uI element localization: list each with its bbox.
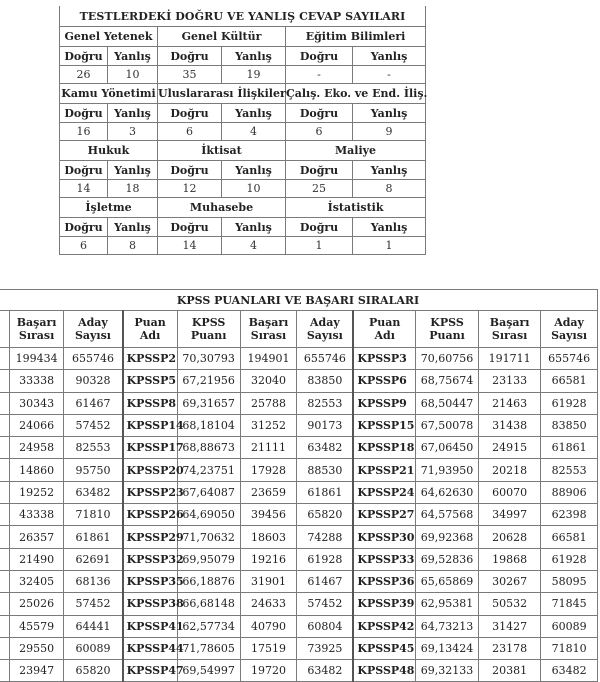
kpss-puani-header-line2: Puanı — [429, 329, 465, 342]
cut-cell — [0, 414, 9, 436]
basari-sirasi: 31438 — [479, 414, 541, 436]
subject-name: İşletme — [60, 198, 158, 218]
col-dogru-label: Doğru — [158, 104, 222, 123]
kpss-puani: 69,13424 — [415, 637, 478, 659]
yanlis-count: 10 — [108, 66, 158, 84]
kpss-row — [0, 526, 598, 548]
basari-sirasi: 32405 — [9, 570, 63, 592]
basari-sirasi: 17928 — [240, 459, 297, 481]
col-yanlis-label: Yanlış — [353, 47, 426, 66]
aday-sayisi: 63482 — [297, 660, 354, 682]
basari-sirasi: 24066 — [9, 414, 63, 436]
aday-sayisi: 61861 — [64, 526, 123, 548]
answer-counts-title: TESTLERDEKİ DOĞRU VE YANLIŞ CEVAP SAYILARI — [60, 6, 426, 27]
basari-sirasi: 30343 — [9, 392, 63, 414]
yanlis-count: 4 — [222, 237, 286, 255]
cut-cell — [0, 637, 9, 659]
aday-header-line1: Aday — [78, 316, 108, 329]
aday-header-line2: Sayısı — [74, 329, 111, 342]
kpss-puani: 67,50078 — [415, 414, 478, 436]
answer-count-row — [60, 180, 426, 198]
subject-name: Muhasebe — [158, 198, 286, 218]
puan-adi: KPSSP21 — [353, 459, 415, 481]
puan-adi: KPSSP48 — [353, 660, 415, 682]
puan-adi: KPSSP45 — [353, 637, 415, 659]
col-yanlis-label: Yanlış — [108, 218, 158, 237]
dogru-count: 12 — [158, 180, 222, 198]
basari-header-line2: Sırası — [250, 329, 287, 342]
puan-adi-header-line1: Puan — [134, 316, 166, 329]
aday-sayisi: 66581 — [541, 526, 598, 548]
kpss-puani: 62,95381 — [415, 593, 478, 615]
basari-sirasi: 43338 — [9, 504, 63, 526]
subject-row — [60, 84, 426, 104]
cut-cell — [0, 392, 9, 414]
kpss-puani: 70,60756 — [415, 348, 478, 370]
basari-sirasi: 23947 — [9, 660, 63, 682]
aday-sayisi: 58095 — [541, 570, 598, 592]
puan-adi: KPSSP33 — [353, 548, 415, 570]
basari-sirasi: 39456 — [240, 504, 297, 526]
yanlis-count: 8 — [353, 180, 426, 198]
basari-header-line1: Başarı — [16, 316, 57, 329]
basari-sirasi: 21463 — [479, 392, 541, 414]
col-dogru-label: Doğru — [286, 47, 353, 66]
dogru-count: - — [286, 66, 353, 84]
basari-sirasi: 191711 — [479, 348, 541, 370]
puan-adi: KPSSP9 — [353, 392, 415, 414]
aday-sayisi: 66581 — [541, 370, 598, 392]
basari-header-line1: Başarı — [489, 316, 530, 329]
subject-row — [60, 141, 426, 161]
kpss-row — [0, 548, 598, 570]
aday-sayisi: 82553 — [541, 459, 598, 481]
col-yanlis-label: Yanlış — [108, 161, 158, 180]
cut-cell — [0, 593, 9, 615]
aday-sayisi: 60089 — [541, 615, 598, 637]
basari-sirasi: 25026 — [9, 593, 63, 615]
aday-sayisi: 62398 — [541, 504, 598, 526]
kpss-header-row — [0, 311, 598, 348]
col-dogru-label: Doğru — [286, 104, 353, 123]
kpss-puani: 66,18876 — [177, 570, 240, 592]
basari-sirasi: 23133 — [479, 370, 541, 392]
puan-adi: KPSSP20 — [123, 459, 177, 481]
kpss-puani: 71,93950 — [415, 459, 478, 481]
dogru-count: 6 — [60, 237, 108, 255]
answer-counts-table — [59, 6, 426, 255]
kpss-row — [0, 504, 598, 526]
subject-name: Kamu Yönetimi — [60, 84, 158, 104]
puan-adi: KPSSP29 — [123, 526, 177, 548]
puan-adi: KPSSP35 — [123, 570, 177, 592]
kpss-puani: 62,57734 — [177, 615, 240, 637]
answer-count-row — [60, 66, 426, 84]
basari-sirasi: 19720 — [240, 660, 297, 682]
basari-sirasi: 34997 — [479, 504, 541, 526]
col-yanlis-label: Yanlış — [222, 161, 286, 180]
aday-sayisi: 74288 — [297, 526, 354, 548]
kpss-row — [0, 459, 598, 481]
aday-header-line1: Aday — [309, 316, 340, 329]
aday-header — [297, 311, 354, 348]
basari-sirasi: 26357 — [9, 526, 63, 548]
puan-adi: KPSSP26 — [123, 504, 177, 526]
aday-sayisi: 61467 — [297, 570, 354, 592]
basari-sirasi: 31901 — [240, 570, 297, 592]
basari-header — [9, 311, 63, 348]
kpss-puani: 67,64087 — [177, 481, 240, 503]
basari-header-line2: Sırası — [491, 329, 528, 342]
aday-sayisi: 68136 — [64, 570, 123, 592]
kpss-puani: 70,30793 — [177, 348, 240, 370]
aday-header-line2: Sayısı — [306, 329, 343, 342]
basari-sirasi: 30267 — [479, 570, 541, 592]
subject-name: Eğitim Bilimleri — [286, 27, 426, 47]
kpss-body — [0, 348, 598, 682]
kpss-puani: 67,21956 — [177, 370, 240, 392]
col-yanlis-label: Yanlış — [222, 104, 286, 123]
aday-sayisi: 65820 — [64, 660, 123, 682]
kpss-puani-header-line1: KPSS — [191, 316, 226, 329]
basari-sirasi: 19216 — [240, 548, 297, 570]
basari-sirasi: 25788 — [240, 392, 297, 414]
dogru-count: 26 — [60, 66, 108, 84]
puan-adi: KPSSP2 — [123, 348, 177, 370]
kpss-title-row — [0, 290, 598, 311]
cut-cell — [0, 459, 9, 481]
kpss-row — [0, 570, 598, 592]
cut-cell — [0, 504, 9, 526]
basari-sirasi: 50532 — [479, 593, 541, 615]
cut-cell — [0, 481, 9, 503]
basari-sirasi: 32040 — [240, 370, 297, 392]
col-yanlis-label: Yanlış — [222, 218, 286, 237]
puan-adi-header — [353, 311, 415, 348]
aday-sayisi: 71810 — [541, 637, 598, 659]
basari-sirasi: 18603 — [240, 526, 297, 548]
yanlis-count: 1 — [353, 237, 426, 255]
puan-adi-header-line2: Adı — [139, 329, 161, 342]
kpss-puani-header-line2: Puanı — [190, 329, 227, 342]
kpss-title: KPSS PUANLARI VE BAŞARI SIRALARI — [0, 290, 598, 311]
basari-sirasi: 14860 — [9, 459, 63, 481]
col-yanlis-label: Yanlış — [353, 104, 426, 123]
kpss-puani: 68,75674 — [415, 370, 478, 392]
basari-sirasi: 29550 — [9, 637, 63, 659]
col-dogru-label: Doğru — [158, 161, 222, 180]
cut-cell — [0, 570, 9, 592]
aday-sayisi: 65820 — [297, 504, 354, 526]
aday-sayisi: 60089 — [64, 637, 123, 659]
basari-sirasi: 45579 — [9, 615, 63, 637]
aday-header-line1: Aday — [554, 316, 584, 329]
kpss-row — [0, 414, 598, 436]
kpss-puani: 66,68148 — [177, 593, 240, 615]
aday-sayisi: 71810 — [64, 504, 123, 526]
kpss-row — [0, 392, 598, 414]
aday-sayisi: 83850 — [297, 370, 354, 392]
subject-name: İktisat — [158, 141, 286, 161]
subject-name: Maliye — [286, 141, 426, 161]
subject-name: Uluslararası İlişkiler — [158, 84, 286, 104]
basari-sirasi: 23178 — [479, 637, 541, 659]
answer-type-row — [60, 218, 426, 237]
puan-adi: KPSSP8 — [123, 392, 177, 414]
puan-adi: KPSSP47 — [123, 660, 177, 682]
aday-sayisi: 82553 — [297, 392, 354, 414]
kpss-puani: 68,88673 — [177, 437, 240, 459]
col-dogru-label: Doğru — [60, 104, 108, 123]
answer-counts-title-row — [60, 6, 426, 27]
basari-sirasi: 24958 — [9, 437, 63, 459]
col-yanlis-label: Yanlış — [108, 47, 158, 66]
col-dogru-label: Doğru — [60, 47, 108, 66]
dogru-count: 35 — [158, 66, 222, 84]
aday-sayisi: 61928 — [541, 548, 598, 570]
dogru-count: 14 — [158, 237, 222, 255]
cut-cell — [0, 348, 9, 370]
basari-sirasi: 17519 — [240, 637, 297, 659]
puan-adi: KPSSP5 — [123, 370, 177, 392]
yanlis-count: 18 — [108, 180, 158, 198]
col-yanlis-label: Yanlış — [353, 161, 426, 180]
col-dogru-label: Doğru — [286, 161, 353, 180]
subject-name: Genel Yetenek — [60, 27, 158, 47]
puan-adi: KPSSP39 — [353, 593, 415, 615]
col-dogru-label: Doğru — [60, 218, 108, 237]
aday-sayisi: 90173 — [297, 414, 354, 436]
answer-count-row — [60, 123, 426, 141]
aday-sayisi: 82553 — [64, 437, 123, 459]
aday-sayisi: 63482 — [64, 481, 123, 503]
kpss-puani: 64,57568 — [415, 504, 478, 526]
aday-sayisi: 655746 — [64, 348, 123, 370]
kpss-puani: 71,70632 — [177, 526, 240, 548]
kpss-row — [0, 437, 598, 459]
col-dogru-label: Doğru — [158, 47, 222, 66]
basari-sirasi: 20628 — [479, 526, 541, 548]
aday-header — [64, 311, 123, 348]
basari-header-line1: Başarı — [248, 316, 289, 329]
aday-sayisi: 61928 — [541, 392, 598, 414]
kpss-puani-header — [177, 311, 240, 348]
col-yanlis-label: Yanlış — [353, 218, 426, 237]
kpss-puani: 69,54997 — [177, 660, 240, 682]
basari-sirasi: 31427 — [479, 615, 541, 637]
aday-sayisi: 71845 — [541, 593, 598, 615]
puan-adi: KPSSP23 — [123, 481, 177, 503]
yanlis-count: 4 — [222, 123, 286, 141]
puan-adi: KPSSP32 — [123, 548, 177, 570]
yanlis-count: - — [353, 66, 426, 84]
cut-cell — [0, 615, 9, 637]
kpss-puani: 67,06450 — [415, 437, 478, 459]
puan-adi: KPSSP41 — [123, 615, 177, 637]
aday-sayisi: 57452 — [64, 414, 123, 436]
basari-sirasi: 60070 — [479, 481, 541, 503]
yanlis-count: 10 — [222, 180, 286, 198]
basari-sirasi: 21490 — [9, 548, 63, 570]
aday-sayisi: 655746 — [541, 348, 598, 370]
basari-sirasi: 199434 — [9, 348, 63, 370]
kpss-puani: 64,69050 — [177, 504, 240, 526]
puan-adi-header — [123, 311, 177, 348]
basari-sirasi: 20381 — [479, 660, 541, 682]
kpss-scores-table — [0, 289, 598, 682]
cut-cell — [0, 437, 9, 459]
kpss-puani: 64,73213 — [415, 615, 478, 637]
puan-adi: KPSSP3 — [353, 348, 415, 370]
cut-cell — [0, 526, 9, 548]
aday-sayisi: 64441 — [64, 615, 123, 637]
aday-sayisi: 63482 — [297, 437, 354, 459]
puan-adi-header-line2: Adı — [374, 329, 395, 342]
kpss-puani-header — [415, 311, 478, 348]
basari-sirasi: 194901 — [240, 348, 297, 370]
subject-name: İstatistik — [286, 198, 426, 218]
puan-adi: KPSSP44 — [123, 637, 177, 659]
yanlis-count: 9 — [353, 123, 426, 141]
kpss-puani: 68,50447 — [415, 392, 478, 414]
kpss-row — [0, 637, 598, 659]
basari-sirasi: 23659 — [240, 481, 297, 503]
basari-sirasi: 19868 — [479, 548, 541, 570]
answer-counts-body — [60, 27, 426, 255]
puan-adi: KPSSP38 — [123, 593, 177, 615]
kpss-row — [0, 615, 598, 637]
aday-sayisi: 61467 — [64, 392, 123, 414]
aday-sayisi: 83850 — [541, 414, 598, 436]
basari-sirasi: 33338 — [9, 370, 63, 392]
aday-sayisi: 95750 — [64, 459, 123, 481]
kpss-puani: 71,78605 — [177, 637, 240, 659]
aday-header-line2: Sayısı — [551, 329, 588, 342]
col-dogru-label: Doğru — [286, 218, 353, 237]
aday-sayisi: 60804 — [297, 615, 354, 637]
subject-row — [60, 198, 426, 218]
dogru-count: 25 — [286, 180, 353, 198]
subject-name: Çalış. Eko. ve End. İliş. — [286, 84, 426, 104]
puan-adi: KPSSP24 — [353, 481, 415, 503]
puan-adi: KPSSP15 — [353, 414, 415, 436]
kpss-row — [0, 593, 598, 615]
puan-adi: KPSSP14 — [123, 414, 177, 436]
puan-adi: KPSSP36 — [353, 570, 415, 592]
subject-name: Hukuk — [60, 141, 158, 161]
aday-sayisi: 88530 — [297, 459, 354, 481]
cut-cell — [0, 548, 9, 570]
answer-type-row — [60, 161, 426, 180]
kpss-puani: 69,32133 — [415, 660, 478, 682]
aday-header — [541, 311, 598, 348]
dogru-count: 6 — [158, 123, 222, 141]
puan-adi: KPSSP18 — [353, 437, 415, 459]
basari-header-line2: Sırası — [18, 329, 55, 342]
aday-sayisi: 90328 — [64, 370, 123, 392]
yanlis-count: 19 — [222, 66, 286, 84]
basari-sirasi: 20218 — [479, 459, 541, 481]
yanlis-count: 3 — [108, 123, 158, 141]
dogru-count: 16 — [60, 123, 108, 141]
kpss-row — [0, 660, 598, 682]
col-yanlis-label: Yanlış — [108, 104, 158, 123]
kpss-row — [0, 370, 598, 392]
puan-adi: KPSSP42 — [353, 615, 415, 637]
answer-count-row — [60, 237, 426, 255]
kpss-puani: 69,95079 — [177, 548, 240, 570]
col-yanlis-label: Yanlış — [222, 47, 286, 66]
kpss-puani: 64,62630 — [415, 481, 478, 503]
answer-type-row — [60, 47, 426, 66]
aday-sayisi: 655746 — [297, 348, 354, 370]
puan-adi: KPSSP6 — [353, 370, 415, 392]
answer-type-row — [60, 104, 426, 123]
puan-adi: KPSSP27 — [353, 504, 415, 526]
aday-sayisi: 62691 — [64, 548, 123, 570]
aday-sayisi: 63482 — [541, 660, 598, 682]
puan-adi: KPSSP17 — [123, 437, 177, 459]
puan-adi: KPSSP30 — [353, 526, 415, 548]
basari-sirasi: 24915 — [479, 437, 541, 459]
aday-sayisi: 57452 — [297, 593, 354, 615]
basari-sirasi: 31252 — [240, 414, 297, 436]
aday-sayisi: 57452 — [64, 593, 123, 615]
cut-cell — [0, 660, 9, 682]
aday-sayisi: 61928 — [297, 548, 354, 570]
basari-sirasi: 21111 — [240, 437, 297, 459]
kpss-puani: 74,23751 — [177, 459, 240, 481]
col-dogru-label: Doğru — [158, 218, 222, 237]
aday-sayisi: 88906 — [541, 481, 598, 503]
kpss-puani: 68,18104 — [177, 414, 240, 436]
aday-sayisi: 73925 — [297, 637, 354, 659]
kpss-puani: 69,31657 — [177, 392, 240, 414]
basari-sirasi: 19252 — [9, 481, 63, 503]
cut-cell — [0, 370, 9, 392]
basari-sirasi: 24633 — [240, 593, 297, 615]
basari-header — [479, 311, 541, 348]
kpss-puani: 69,92368 — [415, 526, 478, 548]
col-dogru-label: Doğru — [60, 161, 108, 180]
yanlis-count: 8 — [108, 237, 158, 255]
kpss-puani-header-line1: KPSS — [430, 316, 464, 329]
basari-header — [240, 311, 297, 348]
kpss-puani: 69,52836 — [415, 548, 478, 570]
dogru-count: 14 — [60, 180, 108, 198]
kpss-puani: 65,65869 — [415, 570, 478, 592]
aday-sayisi: 61861 — [297, 481, 354, 503]
kpss-row — [0, 348, 598, 370]
dogru-count: 6 — [286, 123, 353, 141]
puan-adi-header-line1: Puan — [368, 316, 401, 329]
kpss-row — [0, 481, 598, 503]
aday-sayisi: 61861 — [541, 437, 598, 459]
dogru-count: 1 — [286, 237, 353, 255]
basari-sirasi: 40790 — [240, 615, 297, 637]
subject-row — [60, 27, 426, 47]
cut-column-header — [0, 311, 9, 348]
subject-name: Genel Kültür — [158, 27, 286, 47]
